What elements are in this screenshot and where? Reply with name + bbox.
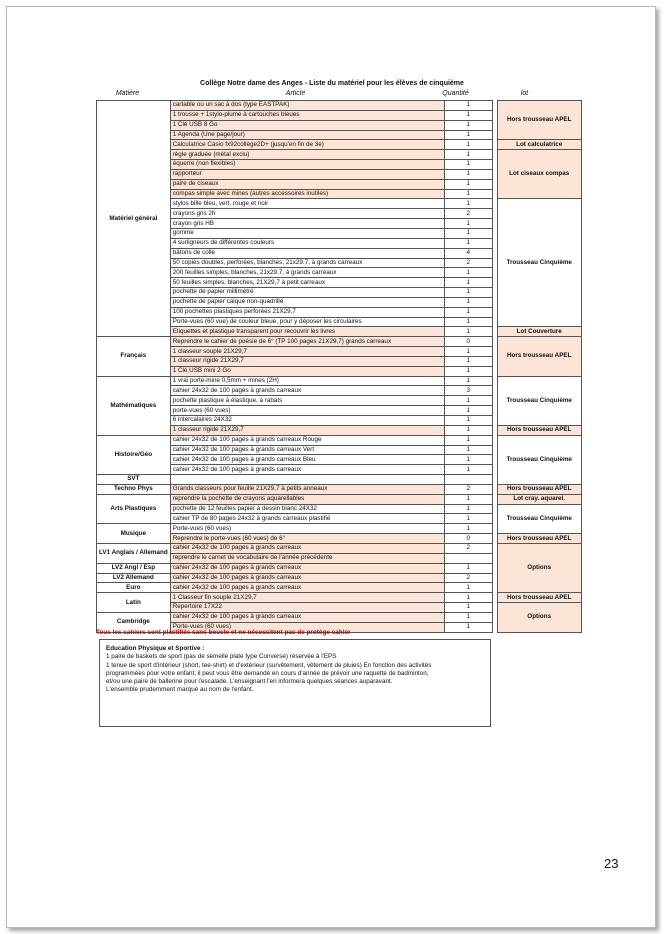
quantity-cell: 1 — [444, 317, 492, 327]
quantity-cell: 1 — [444, 622, 492, 632]
header-quantite: Quantité — [442, 90, 469, 97]
quantity-cell: 1 — [444, 494, 492, 504]
header-article: Article — [285, 90, 306, 97]
quantity-cell: 1 — [444, 603, 492, 613]
table-row — [97, 101, 582, 111]
article-cell: gomme — [170, 228, 444, 238]
quantity-cell: 1 — [444, 356, 492, 366]
quantity-cell: 1 — [444, 406, 492, 416]
subject-cambridge: Cambridge — [97, 612, 171, 632]
article-cell: règle graduée (métal exclu) — [170, 150, 444, 160]
article-cell: cahier 24x32 de 100 pages à grands carreaux Bleu — [170, 455, 444, 465]
article-cell: cahier 24x32 de 100 pages à grands carreaux — [170, 612, 444, 622]
supply-table — [96, 100, 582, 633]
quantity-cell: 1 — [444, 435, 492, 445]
quantity-cell: 1 — [444, 288, 492, 298]
table-row — [97, 543, 582, 553]
article-cell: Etiquettes et plastique transparent pour recouvrir les livres — [170, 327, 444, 337]
quantity-cell: 1 — [444, 347, 492, 357]
quantity-cell: 1 — [444, 327, 492, 337]
subject-lv2-all: LV2 Allemand — [97, 573, 171, 583]
quantity-cell: 1 — [444, 278, 492, 288]
article-cell: porte-vues (60 vues) — [170, 406, 444, 416]
article-cell: reprendre le carnet de vocabulaire de l'année précédente — [170, 553, 444, 563]
quantity-cell: 0 — [444, 534, 492, 544]
quantity-cell — [444, 475, 492, 485]
quantity-cell: 1 — [444, 504, 492, 514]
quantity-cell: 4 — [444, 248, 492, 258]
article-cell: 1 classeur rigide 21X29,7 — [170, 356, 444, 366]
article-cell: crayon gris HB — [170, 219, 444, 229]
quantity-cell: 1 — [444, 130, 492, 140]
eps-line: 1 tenue de sport d'intérieur (short, tee-shirt) et d'extérieur (survêtement, vêtement de pluies) En fonction des activités — [106, 661, 432, 669]
article-cell: cahier 24x32 de 100 pages à grands carreaux — [170, 573, 444, 583]
quantity-cell: 1 — [444, 524, 492, 534]
article-cell: stylos bille bleu, vert, rouge et noir — [170, 199, 444, 209]
lot-cell: Hors trousseau APEL — [497, 337, 581, 376]
lot-cell: Trousseau Cinquième — [497, 435, 581, 484]
article-cell: cahier TP de 80 pages 24x32 à grands carreaux plastifié — [170, 514, 444, 524]
lot-cell: Trousseau Cinquième — [497, 504, 581, 534]
article-cell: 1 classeur souple 21X29,7 — [170, 347, 444, 357]
lot-cell: Hors trousseau APEL — [497, 534, 581, 544]
eps-line: L'ensemble prudemment marqué au nom de l'enfant. — [106, 686, 254, 694]
lot-cell: Lot calculatrice — [497, 140, 581, 150]
article-cell: cahier 24x32 de 100 pages à grands carreaux — [170, 386, 444, 396]
article-cell: Grands classeurs pour feuille 21X29,7 à petits anneaux — [170, 484, 444, 494]
quantity-cell: 1 — [444, 297, 492, 307]
article-cell: Repertoire 17X22 — [170, 603, 444, 613]
quantity-cell: 1 — [444, 169, 492, 179]
table-row — [97, 376, 582, 386]
lot-cell: Options — [497, 543, 581, 592]
quantity-cell: 1 — [444, 376, 492, 386]
quantity-cell: 1 — [444, 189, 492, 199]
notebook-note: Tous les cahiers sont plastifiés sans boucle et ne nécessitent pas de protège cahier — [96, 629, 351, 636]
quantity-cell: 2 — [444, 258, 492, 268]
quantity-cell: 1 — [444, 514, 492, 524]
article-cell: 4 surligneurs de différentes couleurs — [170, 238, 444, 248]
article-cell: 1 classeur rigide 21X29,7 — [170, 425, 444, 435]
subject-techno: Techno Phys — [97, 484, 171, 494]
eps-line: programmées pour votre enfant, il peut vous être demandé en cours d'année de prévoir une raquette de badminton, — [106, 669, 429, 677]
lot-cell: Hors trousseau APEL — [497, 593, 581, 603]
lot-cell: Hors trousseau APEL — [497, 484, 581, 494]
article-cell: 50 copies doubles, perforées, blanches, 21x29.7, à grands carreaux — [170, 258, 444, 268]
quantity-cell: 1 — [444, 366, 492, 376]
lot-cell: Hors trousseau APEL — [497, 101, 581, 140]
quantity-cell: 1 — [444, 101, 492, 111]
document-title: Collège Notre dame des Anges - Liste du matériel pour les élèves de cinquième — [200, 80, 464, 87]
quantity-cell: 1 — [444, 219, 492, 229]
subject-latin: Latin — [97, 593, 171, 613]
quantity-cell: 1 — [444, 465, 492, 475]
lot-cell: Hors trousseau APEL — [497, 425, 581, 435]
article-cell: bâtons de colle — [170, 248, 444, 258]
quantity-cell: 1 — [444, 593, 492, 603]
quantity-cell: 1 — [444, 612, 492, 622]
article-cell: cahier 24x32 de 100 pages à grands carreaux — [170, 563, 444, 573]
article-cell: Porte-vues (60 vue) de couleur bleue, pour y déposer les circulaires — [170, 317, 444, 327]
article-cell: cahier 24x32 de 100 pages à grands carreaux Vert — [170, 445, 444, 455]
quantity-cell: 1 — [444, 583, 492, 593]
quantity-cell: 1 — [444, 238, 492, 248]
quantity-cell: 1 — [444, 416, 492, 426]
table-row — [97, 484, 582, 494]
quantity-cell: 1 — [444, 455, 492, 465]
article-cell: Reprendre le porte-vues (60 vues) de 6° — [170, 534, 444, 544]
quantity-cell: 2 — [444, 573, 492, 583]
header-matiere: Matière — [115, 90, 140, 97]
article-cell: cahier 24x32 de 100 pages à grands carreaux — [170, 583, 444, 593]
quantity-cell: 2 — [444, 484, 492, 494]
article-cell: pochette de papier millimétré — [170, 288, 444, 298]
article-cell — [170, 475, 444, 485]
quantity-cell: 1 — [444, 425, 492, 435]
lot-cell: Options — [497, 603, 581, 633]
article-cell: 1 trousse + 1stylo-plume à cartouches bleues — [170, 110, 444, 120]
article-cell: 1 Clé USB 8 Go — [170, 120, 444, 130]
article-cell: Calculatrice Casio fx92collège2D+ (jusqu'en fin de 3e) — [170, 140, 444, 150]
lot-cell: Trousseau Cinquième — [497, 199, 581, 327]
quantity-cell: 1 — [444, 268, 492, 278]
article-cell: 1 Clé USB mini 2 Go — [170, 366, 444, 376]
subject-histoire: Histoire/Géo — [97, 435, 171, 474]
article-cell: 1 Classeur fin souple 21X29,7 — [170, 593, 444, 603]
quantity-cell: 0 — [444, 337, 492, 347]
quantity-cell: 1 — [444, 199, 492, 209]
header-lot: lot — [520, 90, 529, 97]
subject-svt: SVT — [97, 475, 171, 485]
article-cell: rapporteur — [170, 169, 444, 179]
eps-title: Education Physique et Sportive : — [106, 645, 205, 652]
quantity-cell: 1 — [444, 120, 492, 130]
quantity-cell: 1 — [444, 228, 492, 238]
table-row — [97, 593, 582, 603]
article-cell: crayons gris 2h — [170, 209, 444, 219]
eps-line: et/ou une paire de ballerine pour l'escalade. L'enseignant l'en informera quelques séances auparavant. — [106, 678, 393, 686]
lot-cell: Lot cray. aquarel. — [497, 494, 581, 504]
subject-francais: Français — [97, 337, 171, 376]
quantity-cell: 1 — [444, 150, 492, 160]
quantity-cell: 1 — [444, 396, 492, 406]
article-cell: reprendre la pochette de crayons aquarellables — [170, 494, 444, 504]
subject-musique: Musique — [97, 524, 171, 544]
article-cell: cahier 24x32 de 100 pages à grands carreaux Rouge — [170, 435, 444, 445]
subject-euro: Euro — [97, 583, 171, 593]
lot-cell: Lot Couverture — [497, 327, 581, 337]
subject-lv2-angl: LV2 Angl / Esp — [97, 563, 171, 573]
quantity-cell: 1 — [444, 140, 492, 150]
subject-general: Matériel général — [97, 101, 171, 337]
quantity-cell: 3 — [444, 386, 492, 396]
quantity-cell: 1 — [444, 110, 492, 120]
article-cell: 200 feuilles simples, blanches, 21x29.7, à grands carreaux — [170, 268, 444, 278]
quantity-cell: 2 — [444, 543, 492, 553]
article-cell: Reprendre le cahier de poésie de 6° (TP 100 pages 21X29,7) grands carreaux — [170, 337, 444, 347]
article-cell: équerre (non flexibles) — [170, 160, 444, 170]
article-cell: cartable ou un sac à dos (type EASTPAK) — [170, 101, 444, 111]
eps-box — [99, 639, 491, 727]
article-cell: 6 intercalaires 24X32 — [170, 416, 444, 426]
quantity-cell — [444, 553, 492, 563]
quantity-cell: 2 — [444, 209, 492, 219]
quantity-cell: 1 — [444, 445, 492, 455]
quantity-cell: 1 — [444, 179, 492, 189]
subject-arts: Arts Plastiques — [97, 494, 171, 524]
article-cell: paire de ciseaux — [170, 179, 444, 189]
article-cell: cahier 24x32 de 100 pages à grands carreaux — [170, 543, 444, 553]
article-cell: cahier 24x32 de 100 pages à grands carreaux — [170, 465, 444, 475]
article-cell: compas simple avec mines (autres accessoires inutiles) — [170, 189, 444, 199]
article-cell: pochette de 12 feuilles papier à dessin blanc 24X32 — [170, 504, 444, 514]
article-cell: 1 Agenda (Une page/jour) — [170, 130, 444, 140]
table-row — [97, 337, 582, 347]
article-cell: pochette plastique à élastique, à rabats — [170, 396, 444, 406]
lot-cell: Trousseau Cinquième — [497, 376, 581, 425]
article-cell: 100 pochettes plastiques perforées 21X29,7 — [170, 307, 444, 317]
quantity-cell: 1 — [444, 307, 492, 317]
article-cell: 50 feuilles simples, blanches, 21X29,7 à petit carreaux — [170, 278, 444, 288]
article-cell: 1 vrai porte-mine 0,5mm + mines (2H) — [170, 376, 444, 386]
lot-cell: Lot ciseaux compas — [497, 150, 581, 199]
article-cell: Porte-vues (60 vues) — [170, 622, 444, 632]
eps-line: 1 paire de baskets de sport (pas de semelle plate type Converse) réservée à l'EPS — [106, 653, 337, 661]
subject-maths: Mathématiques — [97, 376, 171, 435]
article-cell: Porte-vues (60 vues) — [170, 524, 444, 534]
page-number: 23 — [604, 856, 619, 871]
quantity-cell: 1 — [444, 160, 492, 170]
subject-lv1: LV1 Anglais / Allemand — [97, 543, 171, 563]
quantity-cell: 1 — [444, 563, 492, 573]
table-row — [97, 494, 582, 504]
article-cell: pochette de papier calque non-quadrillé — [170, 297, 444, 307]
table-row — [97, 435, 582, 445]
